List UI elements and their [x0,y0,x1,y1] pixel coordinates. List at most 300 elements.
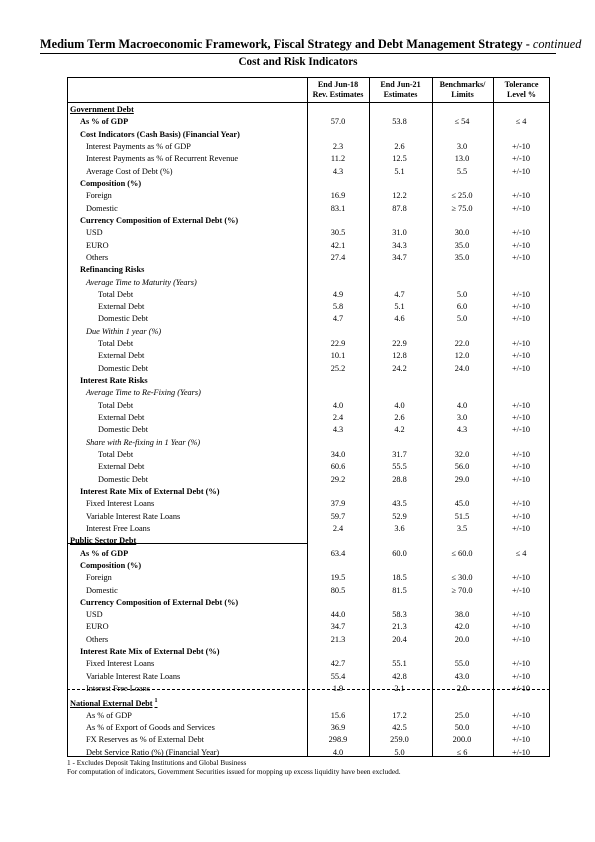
row-label-text: Others [86,634,109,644]
value-tolerance: +/-10 [511,314,531,324]
row-label [86,609,103,621]
table-row [68,166,549,178]
table-row [68,621,549,633]
value-jun21: 5.0 [394,747,405,757]
footnotes [67,758,401,776]
table-row [68,535,549,547]
value-tolerance: +/-10 [511,142,531,151]
value-jun18: 5.8 [332,302,344,312]
value-jun18: 29.2 [330,474,346,484]
table-row [68,326,549,338]
table-row [68,710,549,722]
value-benchmark: 13.0 [454,154,470,164]
row-label-text: National External Debt [70,699,153,709]
table-row [68,523,549,535]
value-jun18: 15.6 [330,710,346,720]
table-row [68,153,549,165]
table-row [68,104,549,116]
row-label-text: EURO [86,622,109,632]
table-row [68,141,549,153]
row-label-text: EURO [86,240,109,250]
table-row [68,424,549,436]
value-jun21: 12.2 [392,191,407,201]
value-jun18: 34.7 [330,622,346,632]
table-row [68,215,549,227]
value-jun18: 63.4 [330,548,346,558]
row-label-text: Total Debt [98,339,134,349]
value-benchmark: 35.0 [454,240,470,250]
value-benchmark: ≥ 75.0 [451,203,473,213]
value-tolerance: +/-10 [511,684,531,693]
value-jun18: 27.4 [330,252,346,262]
value-jun18: 22.9 [330,339,346,349]
table-row [68,387,549,399]
table-row [68,400,549,412]
value-benchmark: 3.0 [456,413,468,422]
row-label [86,252,108,264]
row-label-text: Composition (%) [80,560,142,570]
value-jun18: 11.2 [330,154,346,164]
value-jun18: 21.3 [330,634,346,644]
row-label [86,572,112,584]
row-label [98,289,133,301]
table-row [68,461,549,473]
value-benchmark: 38.0 [454,610,470,620]
row-label [86,671,180,683]
value-benchmark: 22.0 [454,339,470,349]
value-jun18: 34.0 [330,450,346,459]
row-label-text: Interest Rate Mix of External Debt (%) [80,486,220,496]
value-jun21: 34.3 [392,240,407,250]
row-label [98,313,148,325]
value-jun21: 17.2 [392,710,407,720]
table-row [68,734,549,746]
row-label [80,486,219,498]
value-jun21: 18.5 [392,573,407,583]
row-label-text: Others [86,252,109,262]
column-header-line: Level % [507,90,536,99]
row-label-text: Public Sector Debt [70,536,137,546]
row-label-text: Variable Interest Rate Loans [86,511,181,521]
row-label-text: Fixed Interest Loans [86,499,155,509]
row-label [80,597,238,609]
value-jun18: 57.0 [330,117,346,127]
value-tolerance: +/-10 [511,723,531,732]
value-jun21: 4.7 [394,289,405,299]
value-jun18: 19.5 [330,573,346,583]
row-label-text: As % of GDP [80,117,129,127]
row-label [86,437,200,449]
table-row [68,449,549,461]
value-tolerance: +/-10 [511,166,531,176]
row-label-text: Foreign [86,573,112,583]
value-tolerance: +/-10 [511,363,531,373]
value-benchmark: 42.0 [454,622,470,632]
value-jun18: 2.4 [332,413,344,422]
row-label [80,178,141,190]
row-label [86,387,201,399]
table-row [68,412,549,424]
value-tolerance: +/-10 [511,240,531,250]
value-jun21: 34.7 [392,252,407,262]
value-jun21: 60.0 [392,548,407,558]
row-label [86,710,132,722]
value-jun21: 20.4 [392,634,407,644]
value-benchmark: 45.0 [454,499,470,509]
column-header-line: Benchmarks/ [439,80,486,89]
row-label-text: Currency Composition of External Debt (%) [80,597,239,607]
value-jun18: 25.2 [330,363,346,373]
value-tolerance: +/-10 [511,671,531,681]
row-label-text: Interest Rate Mix of External Debt (%) [80,647,220,657]
row-label [86,190,112,202]
value-tolerance: ≤ 4 [515,548,527,558]
row-label [80,548,128,560]
row-label-text: As % of GDP [86,710,132,720]
column-header-line: Estimates [383,90,418,99]
table-row [68,671,549,683]
value-jun18: 1.9 [332,684,344,693]
table-row [68,437,549,449]
value-jun18: 2.3 [332,142,344,151]
value-benchmark: 51.5 [454,511,470,521]
value-tolerance: +/-10 [511,622,531,632]
table-row [68,560,549,572]
row-label [86,634,108,646]
row-label-text: FX Reserves as % of External Debt [86,735,204,745]
row-label [98,350,144,362]
row-label [86,511,180,523]
title-rule [40,53,556,54]
footnote: For computation of indicators, Government Securities issued for mopping up excess liquidity have been excluded. [67,767,401,776]
table-row [68,585,549,597]
row-label [86,498,154,510]
row-label [80,560,141,572]
row-label-text: Domestic [86,585,118,595]
row-label-text: Variable Interest Rate Loans [86,671,181,681]
value-benchmark: 5.0 [456,289,468,299]
row-label-text: Debt Service Ratio (%) (Financial Year) [86,747,220,757]
value-tolerance: +/-10 [511,573,531,583]
value-jun21: 4.6 [394,314,405,324]
value-jun18: 42.7 [330,659,346,669]
value-jun18: 30.5 [330,228,346,238]
table-row [68,252,549,264]
value-tolerance: +/-10 [511,203,531,213]
value-jun18: 2.4 [332,523,344,533]
value-tolerance: +/-10 [511,634,531,644]
value-jun18: 4.3 [332,425,344,435]
table-row [68,350,549,362]
table-row [68,548,549,560]
row-label-text: Cost Indicators (Cash Basis) (Financial Year) [80,129,240,139]
value-benchmark: ≤ 54 [454,117,470,127]
row-label-text: Government Debt [70,105,134,114]
value-benchmark: 6.0 [456,302,468,312]
page-title-continued: continued [532,37,582,51]
column-header [493,80,550,100]
row-label-text: Interest Rate Risks [80,376,148,385]
row-label-text: Total Debt [98,289,134,299]
row-label-text: Domestic [86,203,118,213]
row-label-text: Currency Composition of External Debt (%) [80,215,239,225]
table-row [68,313,549,325]
column-header-line: Rev. Estimates [312,90,364,99]
row-label [86,523,150,535]
value-jun21: 5.1 [394,302,405,312]
value-jun21: 12.5 [392,154,407,164]
value-benchmark: 4.0 [456,400,468,410]
table-row [68,178,549,190]
table-row [68,511,549,523]
table-row [68,572,549,584]
table-row [68,722,549,734]
row-label-text: Domestic Debt [98,363,149,373]
column-header-line: Limits [451,90,474,99]
value-benchmark: ≤ 6 [456,747,468,757]
value-jun18: 83.1 [330,203,346,213]
value-benchmark: 2.0 [456,684,468,693]
row-label [80,215,238,227]
value-tolerance: ≤ 4 [515,117,527,127]
value-jun21: 12.8 [392,351,407,361]
value-jun18: 4.3 [332,166,344,176]
row-label [70,535,136,547]
value-jun21: 52.9 [392,511,407,521]
value-tolerance: +/-10 [511,659,531,669]
value-jun21: 55.1 [392,659,407,669]
value-jun21: 2.1 [394,684,405,693]
value-jun21: 4.0 [394,400,405,410]
row-label [86,166,172,178]
value-tolerance: +/-10 [511,252,531,262]
row-label-text: Total Debt [98,400,134,410]
value-jun21: 87.8 [392,203,407,213]
value-benchmark: 4.3 [456,425,468,435]
value-jun21: 81.5 [392,585,407,595]
row-label [86,683,150,695]
table-row [68,289,549,301]
row-label-text: Domestic Debt [98,425,149,435]
value-jun18: 42.1 [330,240,346,250]
value-tolerance: +/-10 [511,499,531,509]
value-benchmark: 200.0 [452,735,472,745]
table-row [68,634,549,646]
value-jun18: 80.5 [330,585,346,595]
footnote: 1 - Excludes Deposit Taking Institutions and Global Business [67,758,247,767]
row-label [98,412,144,424]
value-jun21: 28.8 [392,474,407,484]
table-row [68,609,549,621]
value-jun21: 22.9 [392,339,407,349]
table-row [68,301,549,313]
row-label [80,646,219,658]
row-label-text: Interest Payments as % of GDP [86,142,191,151]
table-row [68,129,549,141]
row-label-text: Interest Free Loans [86,523,151,533]
row-label [98,400,133,412]
value-benchmark: 3.0 [456,142,468,151]
row-label-text: External Debt [98,351,145,361]
row-label-text: Total Debt [98,450,134,459]
value-tolerance: +/-10 [511,474,531,484]
row-label-text: Foreign [86,191,112,201]
row-label-text: Interest Free Loans [86,684,151,693]
row-label [86,326,161,338]
value-benchmark: 50.0 [454,723,470,732]
row-label-text: Average Cost of Debt (%) [86,166,173,176]
row-label [98,449,133,461]
value-jun18: 44.0 [330,610,346,620]
column-header-line: End Jun-18 [317,80,359,89]
table-row [68,264,549,276]
value-jun18: 37.9 [330,499,346,509]
row-label-text: Average Time to Maturity (Years) [86,277,197,287]
value-jun21: 5.1 [394,166,405,176]
table-row [68,474,549,486]
row-label-text: USD [86,228,103,238]
table-row [68,338,549,350]
value-jun18: 4.9 [332,289,344,299]
table-row [68,240,549,252]
value-jun21: 21.3 [392,622,407,632]
row-label-text: USD [86,610,103,620]
value-jun21: 42.5 [392,723,407,732]
value-tolerance: +/-10 [511,400,531,410]
header-rule [67,102,550,103]
row-label [70,695,158,710]
value-jun21: 259.0 [390,735,409,745]
value-benchmark: 5.5 [456,166,468,176]
row-label [86,621,109,633]
row-label [86,734,204,746]
value-benchmark: 30.0 [454,228,470,238]
value-tolerance: +/-10 [511,302,531,312]
row-label-text: Domestic Debt [98,314,149,324]
row-label [98,474,148,486]
row-label [80,264,144,276]
value-tolerance: +/-10 [511,585,531,595]
table-row [68,190,549,202]
page-title-text: Medium Term Macroeconomic Framework, Fiscal Strategy and Debt Management Strategy - [40,37,533,51]
row-label-text: Due Within 1 year (%) [86,326,162,336]
value-tolerance: +/-10 [511,289,531,299]
table-row [68,277,549,289]
column-header-line: Tolerance [504,80,539,89]
value-jun18: 298.9 [328,735,348,745]
value-jun18: 55.4 [330,671,346,681]
row-label [86,277,197,289]
row-label-text: As % of GDP [80,548,129,558]
table-row [68,116,549,128]
value-jun18: 4.0 [332,400,344,410]
table-row [68,646,549,658]
value-jun18: 4.0 [332,747,344,757]
row-label [80,375,148,387]
value-benchmark: 5.0 [456,314,468,324]
column-header [307,80,369,100]
row-label-text: Fixed Interest Loans [86,659,155,669]
row-label [86,240,109,252]
table-row [68,486,549,498]
value-tolerance: +/-10 [511,351,531,361]
value-jun18: 10.1 [330,351,346,361]
table-row [68,658,549,670]
value-jun21: 24.2 [392,363,407,373]
value-tolerance: +/-10 [511,710,531,720]
value-jun21: 31.7 [392,450,407,459]
column-header [369,80,432,100]
row-label [86,153,238,165]
value-jun21: 42.8 [392,671,407,681]
row-label [86,227,103,239]
table-row [68,375,549,387]
value-tolerance: +/-10 [511,413,531,422]
row-label-text: Composition (%) [80,178,142,188]
column-header [432,80,493,100]
row-label-text: Share with Re-fixing in 1 Year (%) [86,437,201,447]
value-jun18: 36.9 [330,723,346,732]
value-tolerance: +/-10 [511,523,531,533]
value-benchmark: ≤ 60.0 [451,548,473,558]
column-header-line: End Jun-21 [380,80,421,89]
table-row [68,363,549,375]
value-benchmark: 3.5 [456,523,468,533]
value-jun18: 16.9 [330,191,346,201]
row-label [98,338,133,350]
value-benchmark: 35.0 [454,252,470,262]
value-tolerance: +/-10 [511,425,531,435]
value-tolerance: +/-10 [511,228,531,238]
value-benchmark: 12.0 [454,351,470,361]
value-tolerance: +/-10 [511,610,531,620]
value-jun21: 43.5 [392,499,407,509]
value-benchmark: ≤ 30.0 [451,573,473,583]
value-benchmark: 29.0 [454,474,470,484]
table-row [68,498,549,510]
value-benchmark: 20.0 [454,634,470,644]
table-row [68,203,549,215]
row-label [70,104,134,116]
value-jun21: 2.6 [394,142,405,151]
value-jun21: 55.5 [392,462,407,472]
value-jun21: 53.8 [392,117,407,127]
value-jun21: 31.0 [392,228,407,238]
row-label-text: Domestic Debt [98,474,149,484]
value-tolerance: +/-10 [511,450,531,459]
row-label-text: Average Time to Re-Fixing (Years) [86,388,201,398]
value-tolerance: +/-10 [511,154,531,164]
value-jun21: 58.3 [392,610,407,620]
value-jun18: 59.7 [330,511,346,521]
value-benchmark: 25.0 [454,710,470,720]
table-row [68,683,549,695]
table-row [68,695,549,707]
row-label [86,203,118,215]
value-benchmark: 43.0 [454,671,470,681]
page-title [40,37,582,52]
value-benchmark: ≥ 70.0 [451,585,473,595]
row-label [80,116,128,128]
row-label [86,141,191,153]
row-label-text: As % of Export of Goods and Services [86,723,215,732]
row-label [86,722,215,734]
value-tolerance: +/-10 [511,462,531,472]
value-benchmark: 56.0 [454,462,470,472]
table-title: Cost and Risk Indicators [238,56,358,68]
row-label [86,585,118,597]
value-jun18: 60.6 [330,462,346,472]
